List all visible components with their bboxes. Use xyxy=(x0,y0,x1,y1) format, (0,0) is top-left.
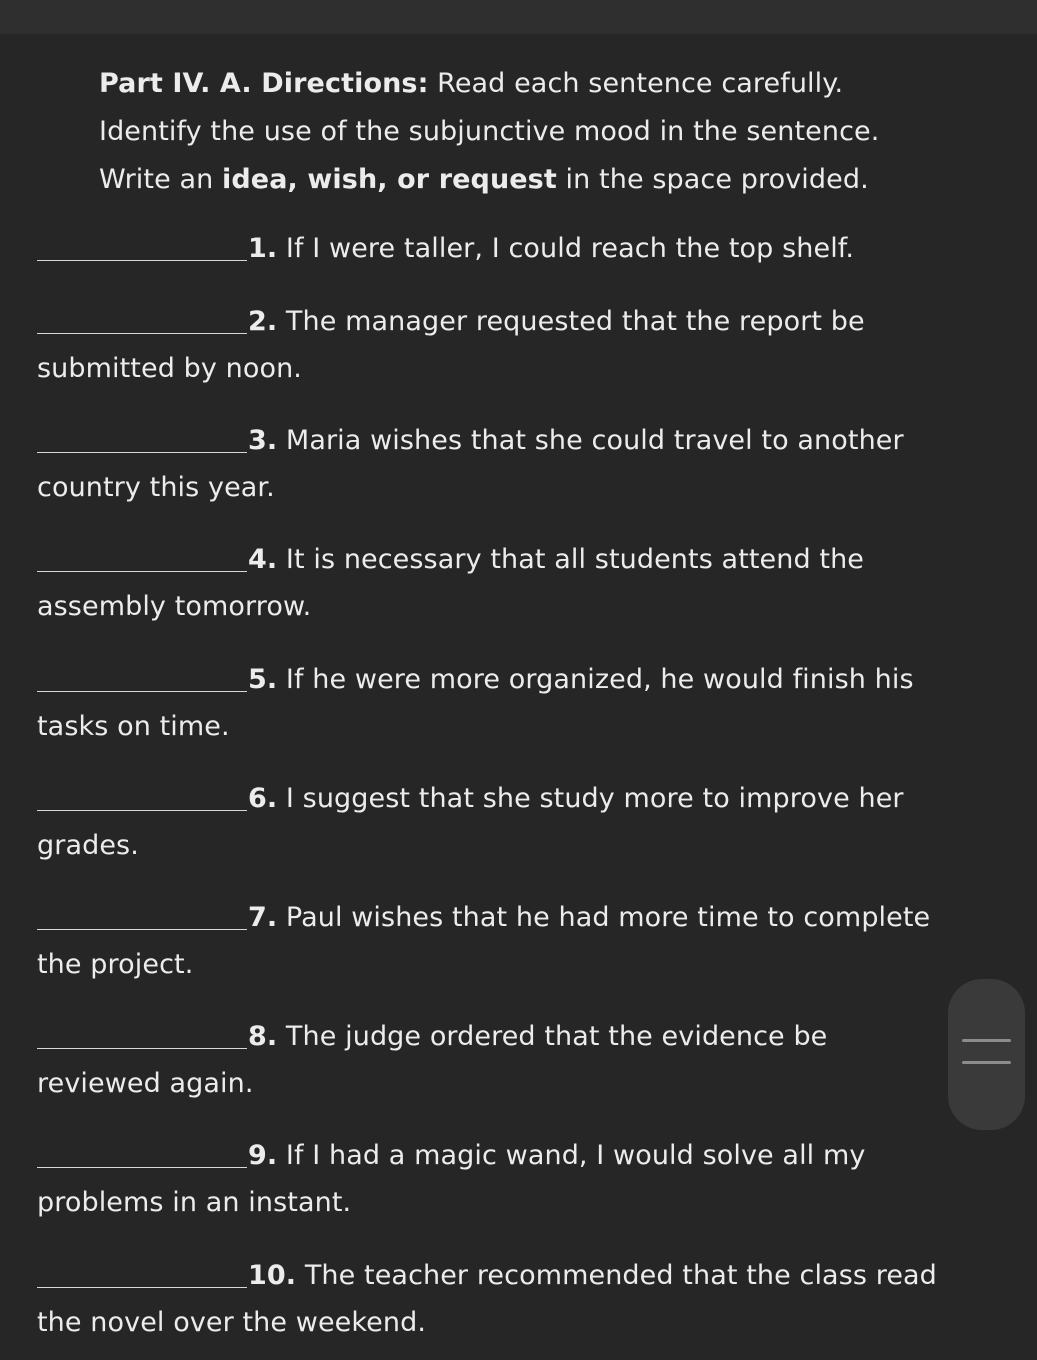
answer-blank-1[interactable] xyxy=(37,230,247,261)
grip-line-icon xyxy=(962,1039,1011,1042)
directions-label: Part IV. A. Directions: xyxy=(99,68,429,99)
top-bar xyxy=(0,0,1037,34)
question-item-7 xyxy=(37,894,952,988)
directions-line-2: Identify the use of the subjunctive mood in the sentence. xyxy=(99,116,880,147)
question-number: 3. xyxy=(248,425,278,456)
question-number: 7. xyxy=(248,902,278,933)
question-text: If he were more organized, he would finish his tasks on time. xyxy=(37,664,914,742)
question-item-5 xyxy=(37,656,952,750)
answer-blank-4[interactable] xyxy=(37,541,247,572)
question-text: If I were taller, I could reach the top shelf. xyxy=(277,233,855,264)
directions-line-1 xyxy=(99,60,979,108)
question-text: The teacher recommended that the class read the novel over the weekend. xyxy=(37,1260,937,1338)
question-number: 2. xyxy=(248,306,278,337)
question-number: 5. xyxy=(248,664,278,695)
directions-line-3 xyxy=(99,156,979,204)
directions-line-3-post: in the space provided. xyxy=(556,164,869,195)
question-item-1 xyxy=(37,225,952,272)
question-text: Maria wishes that she could travel to another country this year. xyxy=(37,425,904,503)
question-number: 9. xyxy=(248,1140,278,1171)
question-item-6 xyxy=(37,775,952,869)
answer-blank-8[interactable] xyxy=(37,1018,247,1049)
question-item-4 xyxy=(37,536,952,630)
question-item-2 xyxy=(37,298,952,392)
question-text: I suggest that she study more to improve her grades. xyxy=(37,783,904,861)
answer-blank-3[interactable] xyxy=(37,422,247,453)
answer-blank-10[interactable] xyxy=(37,1257,247,1288)
directions xyxy=(99,60,979,204)
question-item-10 xyxy=(37,1252,952,1346)
directions-emphasis: idea, wish, or request xyxy=(222,164,557,195)
directions-line-3-pre: Write an xyxy=(99,164,223,195)
question-number: 8. xyxy=(248,1021,278,1052)
scroll-handle[interactable] xyxy=(948,979,1025,1130)
answer-blank-9[interactable] xyxy=(37,1137,247,1168)
question-number: 10. xyxy=(248,1260,297,1291)
question-text: The judge ordered that the evidence be reviewed again. xyxy=(37,1021,828,1099)
question-number: 4. xyxy=(248,544,278,575)
question-text: It is necessary that all students attend the assembly tomorrow. xyxy=(37,544,865,622)
answer-blank-2[interactable] xyxy=(37,303,247,334)
question-text: Paul wishes that he had more time to complete the project. xyxy=(37,902,931,980)
question-text: If I had a magic wand, I would solve all my problems in an instant. xyxy=(37,1140,866,1218)
question-item-9 xyxy=(37,1132,952,1226)
question-number: 1. xyxy=(248,233,278,264)
question-text: The manager requested that the report be submitted by noon. xyxy=(37,306,865,384)
question-item-8 xyxy=(37,1013,952,1107)
directions-line-1-text: Read each sentence carefully. xyxy=(428,68,844,99)
answer-blank-6[interactable] xyxy=(37,780,247,811)
question-item-3 xyxy=(37,417,952,511)
question-number: 6. xyxy=(248,783,278,814)
grip-line-icon xyxy=(962,1061,1011,1064)
answer-blank-5[interactable] xyxy=(37,661,247,692)
answer-blank-7[interactable] xyxy=(37,899,247,930)
